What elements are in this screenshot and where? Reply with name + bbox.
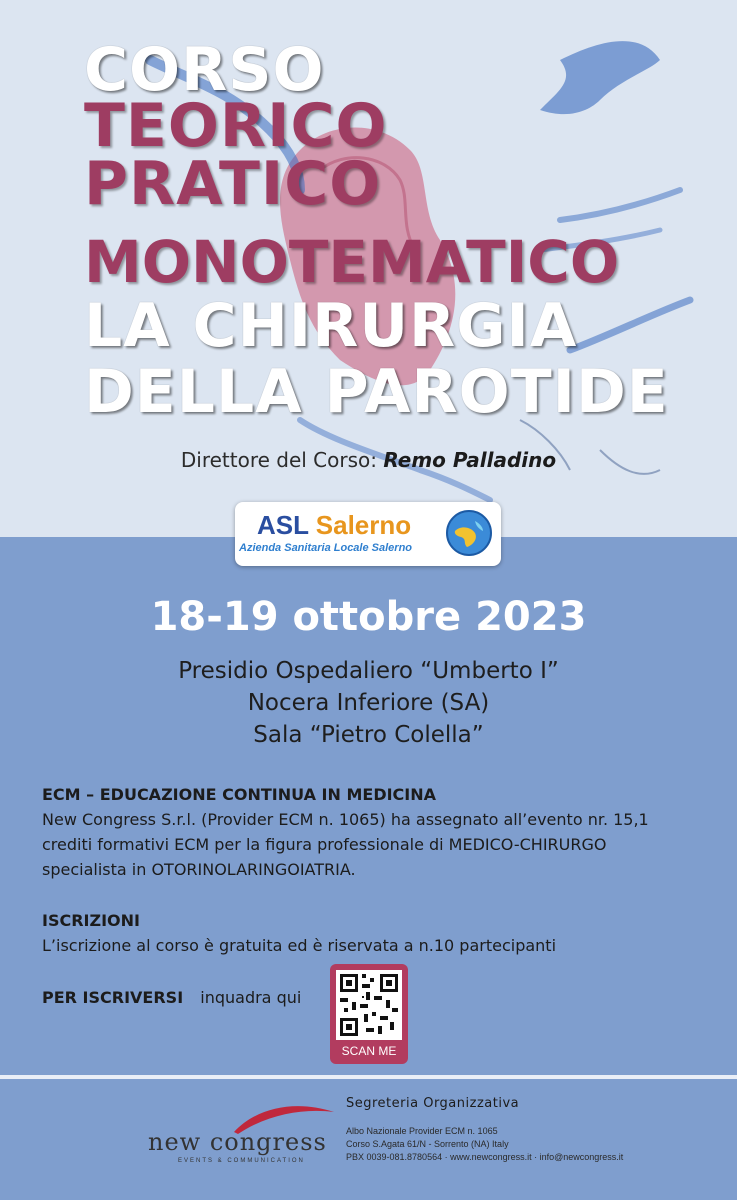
register-text: inquadra qui	[200, 988, 302, 1007]
qr-code-icon[interactable]	[336, 970, 402, 1040]
ecm-line-1: New Congress S.r.l. (Provider ECM n. 1065) ha assegnato all’evento nr. 15,1	[42, 810, 649, 829]
qr-pattern	[336, 970, 402, 1040]
ecm-heading: ECM – EDUCAZIONE CONTINUA IN MEDICINA	[42, 785, 437, 804]
ecm-line-2: crediti formativi ECM per la figura professionale di MEDICO-CHIRURGO	[42, 835, 607, 854]
director-label: Direttore del Corso:	[180, 448, 378, 472]
title-line-1: CORSO	[84, 35, 325, 105]
title-line-5: LA CHIRURGIA	[84, 291, 578, 361]
asl-logo-title: ASL Salerno	[257, 510, 412, 540]
qr-code-scan-me[interactable]	[330, 964, 408, 1064]
register-prompt	[42, 988, 301, 1007]
globe-icon	[445, 509, 493, 557]
iscrizioni-heading: ISCRIZIONI	[42, 911, 140, 930]
scan-me-label: SCAN ME	[341, 1044, 397, 1058]
header-section	[0, 0, 737, 537]
iscrizioni-text: L’iscrizione al corso è gratuita ed è riservata a n.10 partecipanti	[42, 936, 557, 955]
venue-line-2: Nocera Inferiore (SA)	[247, 690, 490, 716]
course-director	[0, 448, 737, 472]
new-congress-wordmark: new congress	[148, 1128, 327, 1156]
asl-logo-subtitle: Azienda Sanitaria Locale Salerno	[239, 542, 413, 554]
title-line-4: MONOTEMATICO	[84, 228, 620, 296]
title-line-2: TEORICO	[84, 91, 388, 161]
new-congress-tagline: EVENTS & COMMUNICATION	[178, 1158, 305, 1164]
title-line-3: PRATICO	[84, 149, 382, 219]
secretariat-title: Segreteria Organizzativa	[346, 1096, 520, 1111]
footer-divider	[0, 1075, 737, 1079]
registration-block	[42, 908, 702, 958]
title-line-6: DELLA PAROTIDE	[84, 357, 669, 427]
venue-line-3: Sala “Pietro Colella”	[253, 722, 484, 748]
secretariat-line-2: Corso S.Agata 61/N - Sorrento (NA) Italy	[346, 1139, 509, 1149]
asl-salerno-logo	[235, 502, 501, 566]
new-congress-logo	[148, 1098, 333, 1168]
secretariat-line-1: Albo Nazionale Provider ECM n. 1065	[346, 1126, 498, 1136]
event-date: 18-19 ottobre 2023	[150, 594, 587, 640]
venue-line-1: Presidio Ospedaliero “Umberto I”	[178, 658, 559, 684]
secretariat-line-3: PBX 0039-081.8780564 · www.newcongress.it · info@newcongress.it	[346, 1152, 624, 1162]
ecm-block	[42, 782, 702, 882]
ecm-line-3: specialista in OTORINOLARINGOIATRIA.	[42, 860, 356, 879]
register-heading: PER ISCRIVERSI	[42, 988, 184, 1007]
director-name: Remo Palladino	[383, 448, 557, 472]
